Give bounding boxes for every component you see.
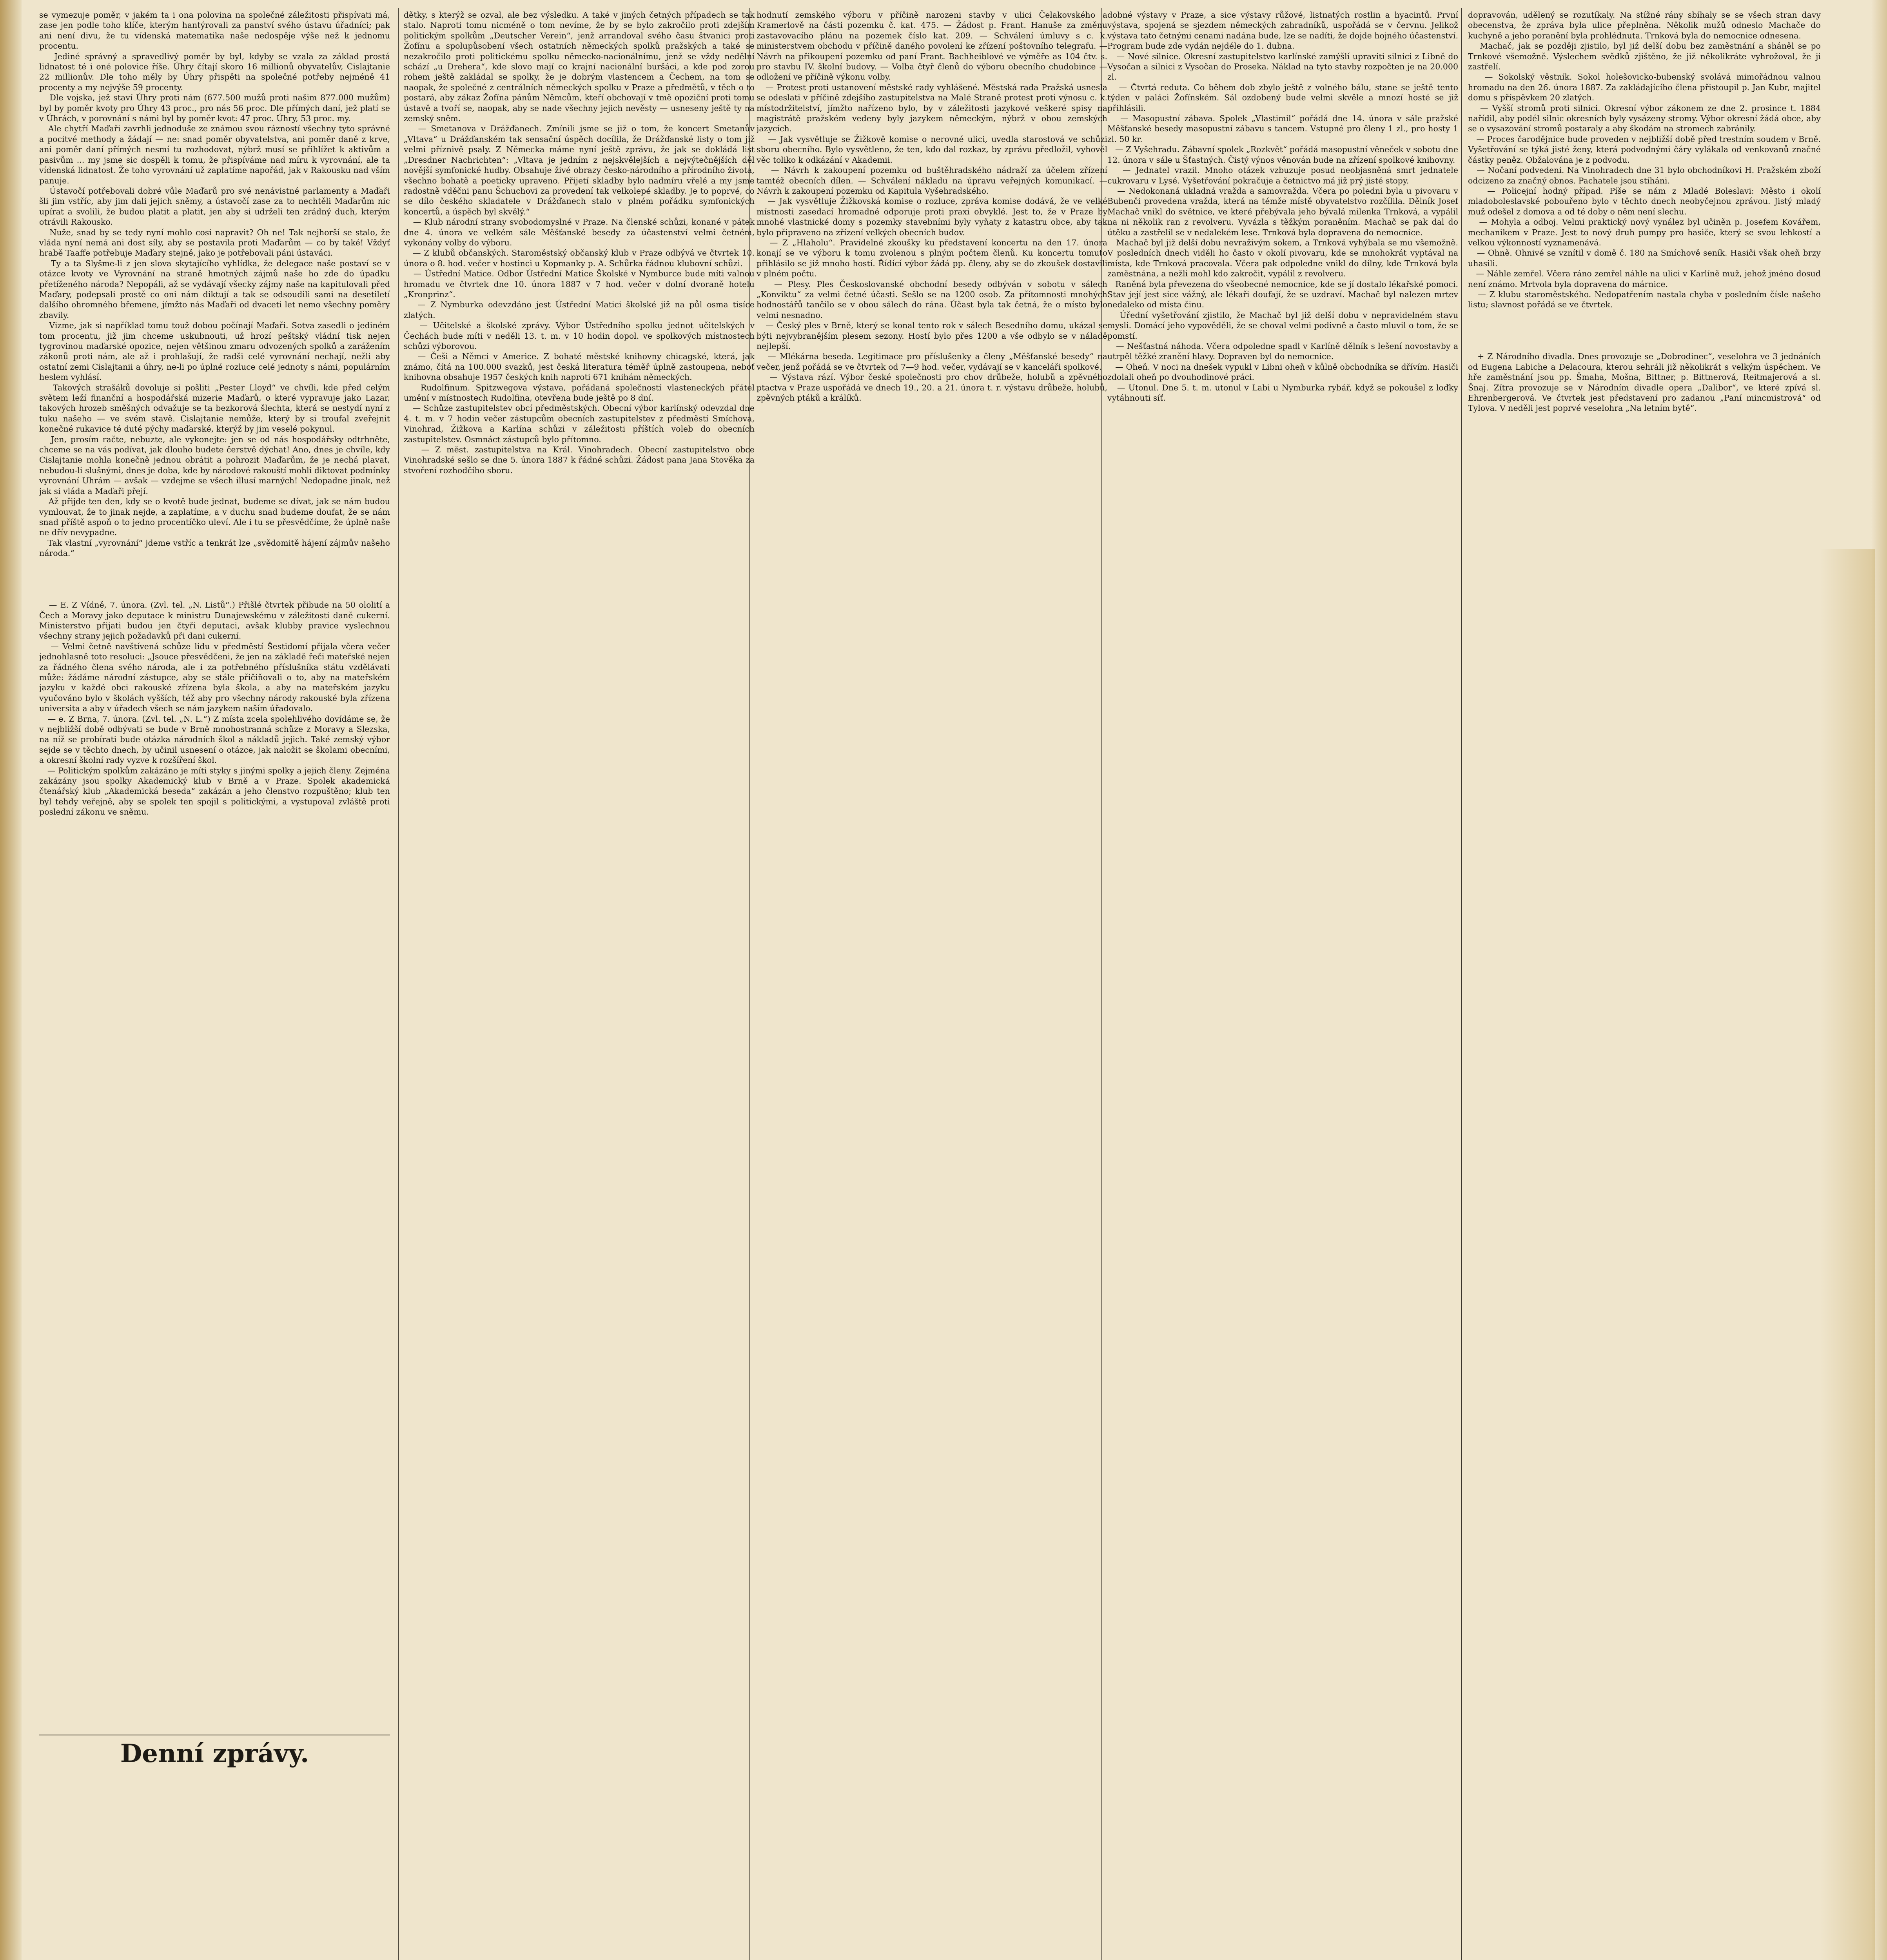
- text-column-3: hodnutí zemského výboru v příčině narozeni stavby v ulici Čelakovského a Kramerlově na části pozemku č. kat. 475. — Žádost p. Frant. Hanuše za změnu zastavovacího plánu na pozemek číslo kat. 209. — Schválení úmluvy s c. k. ministerstvem obchodu v příčině daného povolení ke zřízení poštovního telegrafu. — Návrh na přikoupení pozemku od paní Frant. Bachheiblové ve výměře as 104 čtv. s. pro stavbu IV. školní budovy. — Volba čtyř členů do výboru obecního chudobince — odložení ve příčině výkonu volby. — Protest proti ustanovení městské rady vyhlášené. Městská rada Pražská usnesla se odeslati v příčině zdejšího zastupitelstva na Malé Straně protest proti výnosu c. k. místodržitelství, jímžto nařízeno bylo, by v záležitosti jazykové veškeré spisy na magistrátě pražském vedeny byly jazykem německým, nýbrž v obou zemských jazycích. — Jak vysvětluje se Žižkově komise o nerovné ulici, uvedla starostová ve schůzi sboru obecního. Bylo vysvětleno, že ten, kdo dal rozkaz, by zprávu předložil, vyhověl věc toliko k odkázání v Akademii. — Návrh k zakoupení pozemku od buštěhradského nádraží za účelem zřízení tamtéž obecních dílen. — Schválení nákladu na úpravu veřejných komunikací. — Návrh k zakoupení pozemku od Kapitula Vyšehradského. — Jak vysvětluje Žižkovská komise o rozluce, zpráva komise dodává, že ve velké místnosti zasedací hromadné odporuje proti praxi obvyklé. Jest to, že v Praze by mnohé vlastnické domy s pozemky stavebními byly vyňaty z katastru obce, aby tak bylo připraveno na zřízení velkých obecních budov. — Z „Hlaholu“. Pravidelné zkoušky ku představení koncertu na den 17. února konají se ve výboru k tomu zvolenou s plným počtem členů. Ku koncertu tomuto přihlásilo se již mnoho hostí. Řídící výbor žádá pp. členy, aby se do zkoušek dostavili v plném počtu. — Plesy. Ples Českoslovanské obchodní besedy odbýván v sobotu v sálech „Konviktu“ za velmi četné účasti. Sešlo se na 1200 osob. Za přítomnosti mnohých hodnostářů tančilo se v obou sálech do rána. Účast byla tak četná, že o místo bylo velmi nesnadno. — Český ples v Brně, který se konal tento rok v sálech Besedního domu, ukázal se býti nejvybranějším plesem sezony. Hostí bylo přes 1200 a vše odbylo se v náladě nejlepší. — Mlékárna beseda. Legitimace pro příslušenky a členy „Měšťanské besedy“ na večer, jenž pořádá se ve čtvrtek od 7—9 hod. večer, vydávají se v kanceláři spolkové. — Výstava rází. Výbor české společnosti pro chov drůbeže, holubů a zpěvného ptactva v Praze uspořádá ve dnech 19., 20. a 21. února t. r. výstavu drůbeže, holubů, zpěvných ptáků a králíků.: [757, 10, 1107, 403]
- page-edge-shadow-left: [0, 0, 22, 1960]
- column-rule: [1461, 8, 1462, 1960]
- text-column-2: dětky, s kterýž se ozval, ale bez výsledku. A také v jiných četných případech se tak stalo. Naproti tomu nicméně o tom nevíme, že by se bylo zakročilo proti zdejším politickým spolkům „Deutscher Verein“, jenž arrandoval svého času štvanici proti Žofínu a spolupůsobení všech ostatních německých spolků pražských a také se nezakročilo proti politickému spolku německo-nacionálnímu, jenž se vždy nedělní schází „u Drehera“, kde slovo mají co krajní nacionální buršáci, a kde pod zorou rohem ještě zakládal se spolky, že je dobrým vlastencem a Čechem, na tom se naopak, že společné z centrálních německých spolku v Praze a předmětů, v těch o to postará, aby zákaz Žofína pánům Němcům, kteří obchovají v tmě opoziční proti tomu ústavě a tvoří se, naopak, aby se nade všechny jejich nevěsty — usneseny ještě ty na zemský sněm. — Smetanova v Drážďanech. Zmínili jsme se již o tom, že koncert Smetanův „Vltava“ u Drážďanském tak sensační úspěch docílila, že Drážďanské listy o tom již velmi příznivě psaly. Z Německa máme nyní ještě zprávu, že jak se dokládá list „Dresdner Nachrichten“: „Vltava je jedním z nejskvělejších a nejvýtečnějších děl novější symfonické hudby. Obsahuje živé obrazy česko-národního a přírodního života, všechno bohatě a poeticky upraveno. Přijetí skladby bylo nadmíru vřelé a my jsme radostně vděčni panu Šchuchovi za provedení tak velkolepé skladby. Je to poprvé, co se dílo českého skladatele v Drážďanech stalo v plném pořádku symfonických koncertů, a úspěch byl skvělý.“ — Klub národní strany svobodomyslné v Praze. Na členské schůzi, konané v pátek dne 4. února ve velkém sále Měšťanské besedy za účastenství velmi četném, vykonány volby do výboru. — Z klubů občanských. Staroměstský občanský klub v Praze odbývá ve čtvrtek 10. února o 8. hod. večer v hostinci u Kopmanky p. A. Schůrka řádnou klubovní schůzi. — Ústřední Matice. Odbor Ústřední Matice Školské v Nymburce bude míti valnou hromadu ve čtvrtek dne 10. února 1887 v 7 hod. večer v dolní dvoraně hotelu „Kronprinz“. — Z Nymburka odevzdáno jest Ústřední Matici školské již na půl osma tisíce zlatých. — Učitelské a školské zprávy. Výbor Ústředního spolku jednot učitelských v Čechách bude míti v neděli 13. t. m. v 10 hodin dopol. ve spolkových místnostech schůzi výborovou. — Češi a Němci v Americe. Z bohaté městské knihovny chicagské, která, jak známo, čítá na 100.000 svazků, jest česká literatura téměř úplně zastoupena, neboť knihovna obsahuje 1957 českých knih naproti 671 knihám německých. Rudolfinum. Spitzwegova výstava, pořádaná společností vlasteneckých přátel umění v místnostech Rudolfina, otevřena bude ještě po 8 dní. — Schůze zastupitelstev obcí předměstských. Obecní výbor karlínský odevzdal dne 4. t. m. v 7 hodin večer zástupcům obecních zastupitelstev z předměstí Smíchova, Vinohrad, Žižkova a Karlína schůzi v záležitosti příštích voleb do obecních zastupitelstev. Osmnáct zástupců bylo přítomno. — Z měst. zastupitelstva na Král. Vinohradech. Obecní zastupitelstvo obce Vinohradské sešlo se dne 5. února 1887 k řádné schůzi. Žádost pana Jana Stověka za stvoření rozhodčího sboru.: [404, 10, 755, 475]
- text-column-1: se vymezuje poměr, v jakém ta i ona polovina na společné záležitosti přispívati má, zase jen podle toho klíče, kterým hantýrovali za panství svého ústavu úřadníci; pak ani není divu, že tu vídenská matematika naše nedospěje výše než k jednomu procentu. Jediné správný a spravedlivý poměr by byl, kdyby se vzala za základ prostá lidnatost té i oné polovice říše. Úhry čítají skoro 16 millionů obyvatelův, Cislajtanie 22 millionův. Dle toho měly by Úhry přispěti na společné potřeby nejméně 41 procenty a my nejvýše 59 procenty. Dle vojska, jež staví Úhry proti nám (677.500 mužů proti našim 877.000 mužům) byl by poměr kvoty pro Úhry 43 proc., pro nás 56 proc. Dle přímých daní, jež platí se v Úhrách, v porovnání s námi byl by poměr kvot: 47 proc. Úhry, 53 proc. my. Ale chytří Maďaři zavrhli jednoduše ze známou svou rázností všechny tyto správné a pocitvé methody a žádají — ne: snad poměr obyvatelstva, ani poměr daně z krve, ani poměr daní přímých nesmí tu rozhodovat, nýbrž musí se přihlížet k aktivům a pasivům ... my jsme sic dospěli k tomu, že přispíváme nad míru k vyrovnání, ale ta vídenská lidnatost. Že toho vyrovnání už zaplatíme napořád, jak v Rakousku nad vším panuje. Ústavočí potřebovali dobré vůle Maďarů pro své nenávistné parlamenty a Maďaři šli jim vstříc, aby jim dali jejich sněmy, a ústavočí zase za to nechtěli Maďarům nic upírat a svolili, že budou platit a platit, jen aby si udrželi ten zrádný duch, kterým otrávili Rakousko. Nuže, snad by se tedy nyní mohlo cosi napravit? Oh ne! Tak nejhorší se stalo, že vláda nyní nemá ani dost síly, aby se postavila proti Maďarům — co by také! Vždyť hrabě Taaffe potřebuje Maďary stejně, jako je potřebovali páni ústaváci. Ty a ta Slyšme-li z jen slova skytajícího vyhlídka, že delegace naše postaví se v otázce kvoty ve Vyrovnání na straně hmotných zájmů naše ho zde do úpadku přetíženého národa? Nepopáli, až se vydávají všecky zájmy naše na kapitulovali před Maďary, podepsali prostě co oni nám diktují a tak se odsoudili sami na desetiletí dalšího ohromného břemene, jímžto nás Maďaři od dvaceti let nemo všechny poměry zbavily. Vizme, jak si například tomu touž dobou počínají Maďaři. Sotva zasedli o jediném tom procentu, již jim chceme uskubnouti, už hrozí peštský vládní tisk nejen tygrovinou maďarské opozice, nejen většinou zmaru odvozených spolků a zarážením zákonů proti nám, ale až i prohlašují, že radši celé vyrovnání nechají, nežli aby ostatní zemi Cislajtanii a úhry, ne-li po úplné rozluce celé jednoty s námi, populárním heslem vyhlásí. Takových strašáků dovoluje si pošliti „Pester Lloyd“ ve chvíli, kde před celým světem leží finanční a hospodářská mizerie Maďarů, o které vypravuje jako Lazar, takových hrozeb směšných odvažuje se ta bezkorová šlechta, která se nestydí nyní z tuku našeho — ve svém stavě. Cislajtanie nemůže, který by si troufal zveřejnit konečné rukavice té duté pýchy maďarské, kterýž by jim veselé pokynul. Jen, prosím račte, nebuzte, ale vykonejte: jen se od nás hospodářsky odtrhněte, chceme se na vás podívat, jak dlouho budete čerstvě dýchat! Ano, dnes je chvíle, kdy Cislajtanie mohla konečně jednou obrátit a pohrozit Maďarům, že je nechá plavat, nebudou-li slušnými, dnes je doba, kde by národové rakouští mohli diktovat podmínky vyrovnání Uhrám — avšak — vzdejme se všech illusí marných! Nedopadne jinak, než jak si vláda a Maďaři přejí. Až přijde ten den, kdy se o kvotě bude jednat, budeme se dívat, jak se nám budou vymlouvat, že to jinak nejde, a zaplatíme, a v duchu snad budeme doufat, že se nám snad příště aspoň o to jedno procentíčko uleví. Ale i tu se přesvědčíme, že úplně naše ne dřív nevypadne. Tak vlastní „vyrovnání“ jdeme vstříc a tenkrát lze „svědomitě hájení zájmův našeho národa.“ — E. Z Vídně, 7. února. (Zvl. tel. „N. Listů“.) Přišlé čtvrtek přibude na 50 ololití a Čech a Moravy jako deputace k ministru Dunajewskému v záležitosti daně cukerní. Ministerstvo přijati budou jen čtyři deputaci, avšak klubby pravice vyslechnou všechny strany jejich požadavků při dani cukerní. — Velmi četně navštívená schůze lidu v předměstí Šestidomí přijala včera večer jednohlasně toto resoluci: „Jsouce přesvědčeni, že jen na základě řeči mateřské nejen za řádného člena svého národa, ale i za potřebného příslušníka státu vzdělávati může: žádáme národní zástupce, aby se stále přičiňovali o to, aby na mateřském jazyku v každé obci rakouské zřízena byla škola, a aby na mateřském jazyku vyučováno bylo v školách vyšších, též aby pro všechny národy rakouské byla zřízena universita a aby v úřadech všech se nám jazykem naším úřadovalo. — e. Z Brna, 7. února. (Zvl. tel. „N. L.“) Z místa zcela spolehlivého dovídáme se, že v nejbližší době odbývati se bude v Brně mnohostranná schůze z Moravy a Slezska, na níž se probírati bude otázka národních škol a nákladů jejich. Také zemský výbor sejde se v těchto dnech, by učinil usnesení o otázce, jak naložit se školami obecními, a okresní školní rady vyzve k rozšíření škol. — Politickým spolkům zakázáno je míti styky s jinými spolky a jejich členy. Zejména zakázány jsou spolky Akademický klub v Brně a v Praze. Spolek akademická čtenářský klub „Akademická beseda“ zakázán a jeho členstvo rozpuštěno; klub ten byl tehdy veřejně, aby se spolek ten spojil s politickými, a vystupoval zvláště proti poslední zákonu ve sněmu.: [39, 10, 390, 817]
- text-column-4: dobné výstavy v Praze, a sice výstavy růžové, listnatých rostlin a hyacintů. První výstava, spojená se sjezdem německých zahradníků, uspořádá se v červnu. Jelikož výstava tato četnými cenami nadána bude, lze se nadíti, že dojde hojného účastenství. Program bude zde vydán nejdéle do 1. dubna. — Nové silnice. Okresní zastupitelstvo karlínské zamýšlí upraviti silnici z Libně do Vysočan a silnici z Vysočan do Proseka. Náklad na tyto stavby rozpočten je na 20.000 zl. — Čtvrtá reduta. Co během dob zbylo ještě z volného bálu, stane se ještě tento týden v paláci Žofínském. Sál ozdobený bude velmi skvěle a mnozí hosté se již přihlásili. — Masopustní zábava. Spolek „Vlastimil“ pořádá dne 14. února v sále pražské Měšťanské besedy masopustní zábavu s tancem. Vstupné pro členy 1 zl., pro hosty 1 zl. 50 kr. — Z Vyšehradu. Zábavní spolek „Rozkvět“ pořádá masopustní věneček v sobotu dne 12. února v sále u Šťastných. Čistý výnos věnován bude na zřízení spolkové knihovny. — Jednatel vrazil. Mnoho otázek vzbuzuje posud neobjasněná smrt jednatele cukrovaru v Lysé. Vyšetřování pokračuje a četnictvo má již prý jisté stopy. — Nedokonaná ukladná vražda a samovražda. Včera po poledni byla u pivovaru v Bubenči provedena vražda, která na témže místě obyvatelstvo rozčílila. Dělník Josef Machač vnikl do světnice, ve které přebývala jeho bývalá milenka Trnková, a vypálil na ni několik ran z revolveru. Vyvázla s těžkým poraněním. Machač se pak dal do útěku a zastřelil se v nedalekém lese. Trnková byla dopravena do nemocnice. Machač byl již delší dobu nevraživým sokem, a Trnková vyhýbala se mu všemožně. V posledních dnech viděli ho často v okolí pivovaru, kde se mnohokrát vyptával na místa, kde Trnková pracovala. Včera pak odpoledne vnikl do dílny, kde Trnková byla zaměstnána, a nežli mohl kdo zakročit, vypálil z revolveru. Raněná byla převezena do všeobecné nemocnice, kde se jí dostalo lékařské pomoci. Stav její jest sice vážný, ale lékaři doufají, že se uzdraví. Machač byl nalezen mrtev nedaleko od místa činu. Úřední vyšetřování zjistilo, že Machač byl již delší dobu v nepravidelném stavu mysli. Domácí jeho vypověděli, že se choval velmi podivně a často mluvil o tom, že se pomstí. — Nešťastná náhoda. Včera odpoledne spadl v Karlíně dělník s lešení novostavby a utrpěl těžké zranění hlavy. Dopraven byl do nemocnice. — Oheň. V noci na dnešek vypukl v Libni oheň v kůlně obchodníka se dřívím. Hasiči zdolali oheň po dvouhodinové práci. — Utonul. Dne 5. t. m. utonul v Labi u Nymburka rybář, když se pokoušel z loďky vytáhnouti síť.: [1107, 10, 1458, 403]
- section-heading-denni-zpravy: Denní zprávy.: [120, 1739, 309, 1768]
- text-column-5: dopravován, udělený se rozutíkaly. Na stížné rány sbíhaly se se všech stran davy obecenstva, že zpráva byla ulice přeplněna. Několik mužů odneslo Machače do kuchyně a jeho poranění byla prohlédnuta. Trnková byla do nemocnice odnesena. Machač, jak se později zjistilo, byl již delší dobu bez zaměstnání a sháněl se po Trnkové všemožně. Výslechem svědků zjištěno, že již několikráte vyhrožoval, že ji zastřelí. — Sokolský věstník. Sokol holešovicko-bubenský svolává mimořádnou valnou hromadu na den 26. února 1887. Za zakládajícího člena přistoupil p. Jan Kubr, majitel domu s příspěvkem 20 zlatých. — Vyšší stromů proti silnici. Okresní výbor zákonem ze dne 2. prosince t. 1884 nařídil, aby podél silnic okresních byly vysázeny stromy. Výbor okresní žádá obce, aby se o vysazování stromů postaraly a aby škodám na stromech zabránily. — Proces čarodějnice bude proveden v nejbližší době před trestním soudem v Brně. Vyšetřování se týká jisté ženy, která podvodnými čáry vylákala od venkovanů značné částky peněz. Obžalována je z podvodu. — Nočaní podvedeni. Na Vinohradech dne 31 bylo obchodníkovi H. Pražském zboží odcizeno za značný obnos. Pachatele jsou stíháni. — Policejní hodný případ. Píše se nám z Mladé Boleslavi: Město i okolí mladoboleslavské pobouřeno bylo v těchto dnech neobyčejnou zprávou. Jistý mladý muž odešel z domova a od té doby o něm není slechu. — Mohyla a odboj. Velmi praktický nový vynález byl učiněn p. Josefem Kovářem, mechanikem v Praze. Jest to nový druh pumpy pro hasiče, který se svou lehkostí a velkou výkonností vyznamenává. — Ohně. Ohnivé se vznítil v domě č. 180 na Smíchově seník. Hasiči však oheň brzy uhasili. — Náhle zemřel. Včera ráno zemřel náhle na ulici v Karlíně muž, jehož jméno dosud není známo. Mrtvola byla dopravena do márnice. — Z klubu staroměstského. Nedopatřením nastala chyba v posledním čísle našeho listu; slavnost pořádá se ve čtvrtek. + Z Národního divadla. Dnes provozuje se „Dobrodinec“, veselohra ve 3 jednáních od Eugena Labiche a Delacoura, kterou sehráli již několikrát s velkým úspěchem. Ve hře zaměstnání jsou pp. Šmaha, Mošna, Bittner, p. Bittnerová, Reitmajerová a sl. Šnaj. Zítra provozuje se v Národním divadle opera „Dalibor“, ve které zpívá sl. Ehrenbergerová. Ve čtvrtek jest představení pro zadanou „Paní mincmistrová“ od Tylova. V neděli jest poprvé veselohra „Na letním bytě“.: [1468, 10, 1821, 413]
- column-rule: [398, 8, 399, 1960]
- paper-stain: [1820, 549, 1875, 1960]
